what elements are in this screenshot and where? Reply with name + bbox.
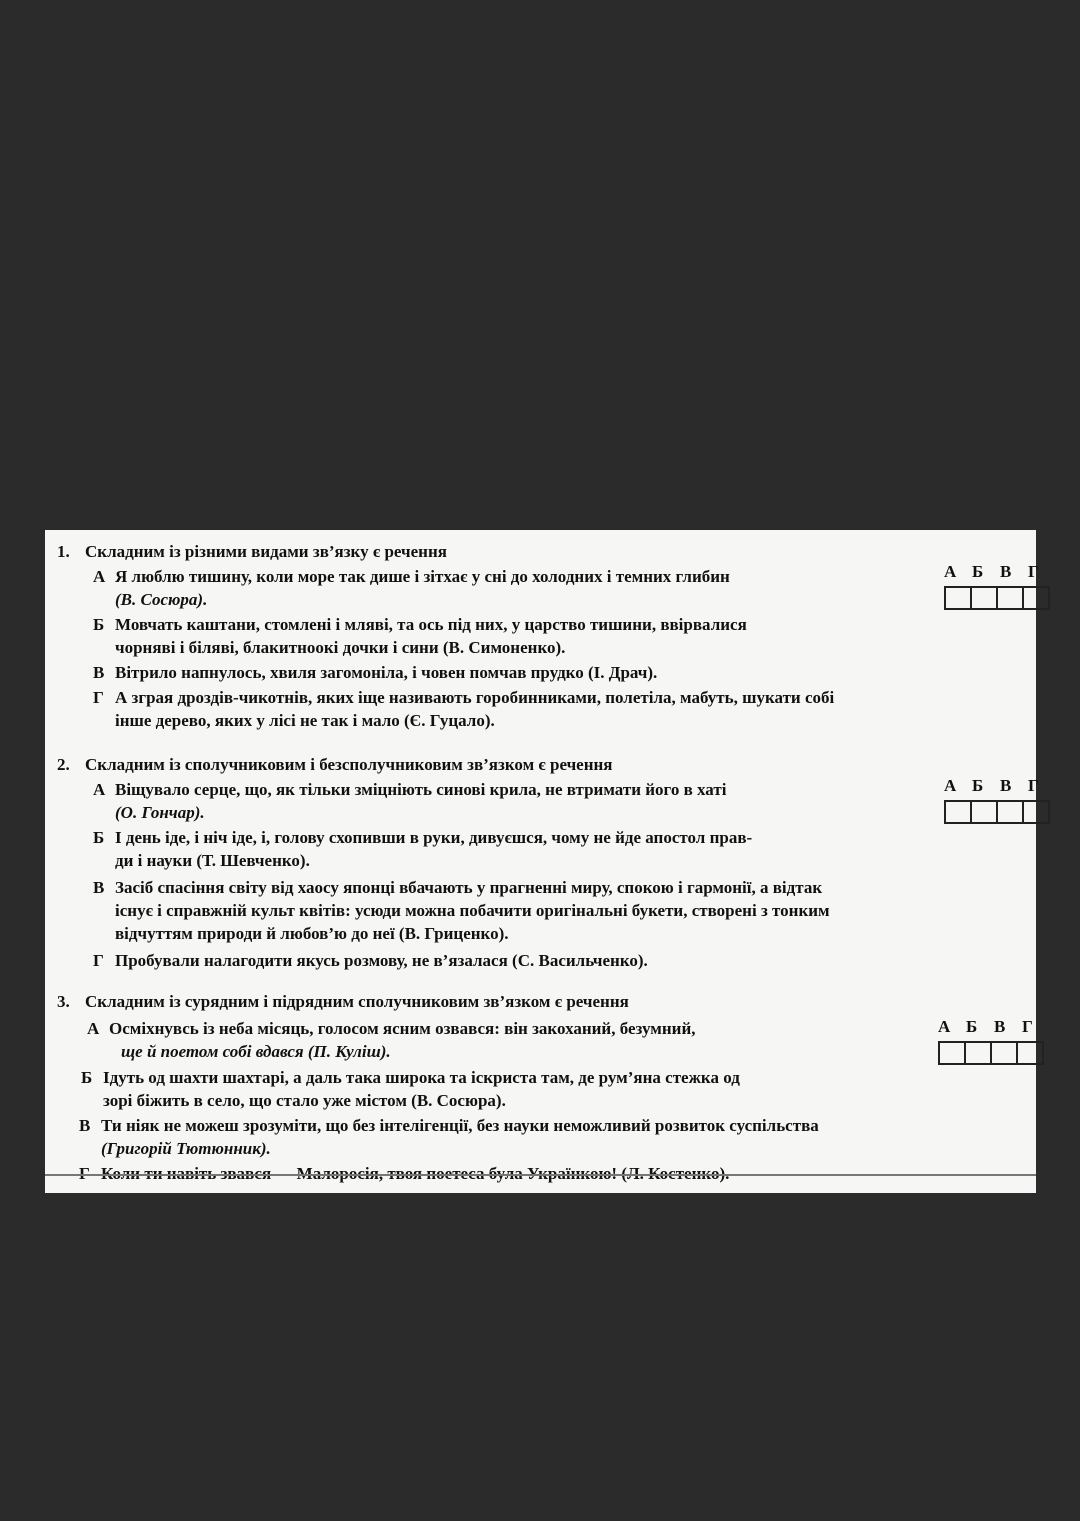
answer-box-v[interactable] xyxy=(996,586,1024,610)
question-3-answer-grid[interactable]: А Б В Г xyxy=(938,1017,1050,1065)
answer-box-g[interactable] xyxy=(1022,800,1050,824)
answer-box-b[interactable] xyxy=(970,800,998,824)
question-1-prompt: 1. Складним із різними видами зв’язку є речення xyxy=(57,542,447,561)
answer-box-v[interactable] xyxy=(996,800,1024,824)
question-2-prompt: 2. Складним із сполучниковим і безсполучниковим зв’язком є речення xyxy=(57,755,613,774)
question-3-prompt: 3. Складним із сурядним і підрядним сполучниковим зв’язком є речення xyxy=(57,992,629,1011)
answer-box-b[interactable] xyxy=(970,586,998,610)
answer-box-a[interactable] xyxy=(944,586,972,610)
answer-box-b[interactable] xyxy=(964,1041,992,1065)
answer-box-a[interactable] xyxy=(938,1041,966,1065)
page-bottom-rule xyxy=(45,1174,1036,1176)
answer-box-v[interactable] xyxy=(990,1041,1018,1065)
answer-box-a[interactable] xyxy=(944,800,972,824)
question-1-answer-grid[interactable]: А Б В Г xyxy=(944,562,1056,610)
question-2-answer-grid[interactable]: А Б В Г xyxy=(944,776,1056,824)
answer-box-g[interactable] xyxy=(1016,1041,1044,1065)
worksheet-page: 1. Складним із різними видами зв’язку є речення А Я люблю тишину, коли море так дише і зітхає у сні до холодних і темних глибин (В. Сосюра). Б Мовчать каштани, стомлені і мляві, та ось під них, у царство тишини, ввірвалися чорняві і біляві, блакитноокі дочки і сини (В. Симоненко). В Вітрило напнулось, хвиля загомоніла, і човен помчав прудко (І. Драч). Г А зграя дроздів-чикотнів, яких іще називають горобинниками, полетіла, мабуть, шукати собі інше дерево, яких у лісі не так і мало (Є. Гуцало). А Б В Г 2. Складним із сполучниковим і безсполучниковим зв’язком є речення А Віщувало серце, що, як тільки зміцніють синові крила, не втримати його в хаті (О. Гончар). Б І день іде, і ніч іде, і, голову схопивши в руки, дивуєшся, чому не йде апостол прав- ди і науки (Т. Шевченко). В Засіб спасіння світу від хаосу японці вбачають у прагненні миру, спокою і гармонії, а відтак існує і справжній культ квітів: усюди можна побачити оригінальні букети, створені з тонким відчуттям природи й любов’ю до неї (В. Гриценко). Г Пробували налагодити якусь розмову, не в’язалася (С. Васильченко). А Б В Г 3. Складним із сурядним і підрядним сполучниковим зв’язком є речення А Осміхнувсь із неба місяць, голосом ясним озвався: він закоханий, безумний, ще й поетом собі вдався (П. Куліш). Б Ідуть од шахти шахтарі, а даль така широка та іскриста там, де рум’яна стежка од зорі біжить в село, що стало уже містом (В. Сосюра). В Ти ніяк не можеш зрозуміти, що без інтелігенції, без науки неможливий розвиток суспільства (Григорій Тютюнник). А Б В Г xyxy=(45,530,1036,1193)
answer-box-g[interactable] xyxy=(1022,586,1050,610)
